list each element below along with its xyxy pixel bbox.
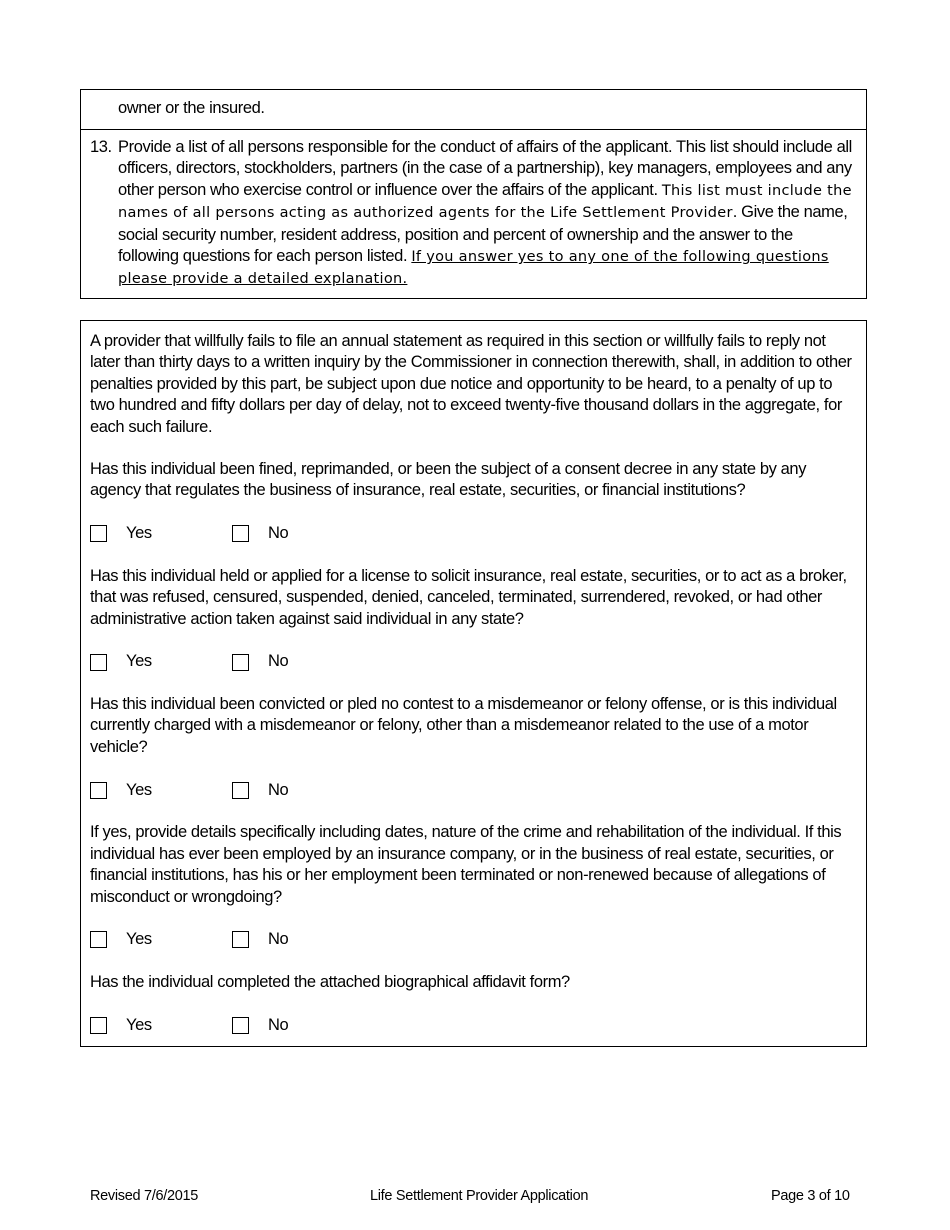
question-13-text: Provide a list of all persons responsible for the conduct of affairs of the applicant. This list should include all officers, directors, stockholders, partners (in the case of a partnership), key managers, employees and any other person who exercise control or influence over the affairs of the applicant. bbox=[118, 138, 852, 199]
question-text: Has this individual been convicted or pled no contest to a misdemeanor or felony offense, or is this individual currently charged with a misdemeanor or felony, other than a misdemeanor related to the use of a motor vehicle? bbox=[90, 695, 837, 756]
no-label: No bbox=[268, 930, 289, 949]
yes-checkbox[interactable] bbox=[90, 525, 107, 542]
yes-checkbox[interactable] bbox=[90, 782, 107, 799]
penalty-paragraph: A provider that willfully fails to file an annual statement as required in this section or willfully fails to reply not later than thirty days to a written inquiry by the Commissioner in connection therewith, shall, in addition to other penalties provided by this part, be subject upon due notice and opportunity to be heard, to a penalty of up to two hundred and fifty dollars per day of delay, not to exceed twenty-five thousand dollars in the aggregate, for each such failure. bbox=[90, 332, 852, 436]
yes-no-group bbox=[90, 929, 858, 951]
question-13-underlined-text: If you answer yes to any one of the following questions please provide a detailed explanation. bbox=[118, 249, 829, 288]
yes-label: Yes bbox=[126, 652, 152, 671]
yes-no-group bbox=[90, 1014, 858, 1036]
no-checkbox[interactable] bbox=[232, 1017, 249, 1034]
no-option[interactable] bbox=[232, 651, 332, 672]
yes-label: Yes bbox=[126, 1015, 152, 1034]
no-label: No bbox=[268, 1015, 289, 1034]
yes-no-group bbox=[90, 651, 858, 673]
question-13-box bbox=[80, 89, 867, 299]
yes-checkbox[interactable] bbox=[90, 1017, 107, 1034]
no-checkbox[interactable] bbox=[232, 782, 249, 799]
no-option[interactable] bbox=[232, 929, 332, 950]
yes-label: Yes bbox=[126, 780, 152, 799]
yes-checkbox[interactable] bbox=[90, 931, 107, 948]
no-checkbox[interactable] bbox=[232, 525, 249, 542]
yes-label: Yes bbox=[126, 930, 152, 949]
question-text: If yes, provide details specifically including dates, nature of the crime and rehabilitation of the individual. If this individual has ever been employed by an insurance company, or in the business of real estate, securities, or financial institutions, has his or her employment been terminated or non-renewed because of allegations of misconduct or wrongdoing? bbox=[90, 823, 842, 906]
yes-checkbox[interactable] bbox=[90, 654, 107, 671]
yes-option[interactable] bbox=[90, 651, 190, 672]
question-text: Has the individual completed the attached biographical affidavit form? bbox=[90, 972, 570, 991]
yes-label: Yes bbox=[126, 524, 152, 543]
footer-revised: Revised 7/6/2015 bbox=[90, 1188, 199, 1204]
yes-no-group bbox=[90, 523, 858, 545]
continued-text: owner or the insured. bbox=[118, 99, 265, 117]
footer-title: Life Settlement Provider Application bbox=[370, 1188, 589, 1204]
no-label: No bbox=[268, 780, 289, 799]
question-number: 13. bbox=[90, 138, 112, 156]
question-text: Has this individual held or applied for a license to solicit insurance, real estate, securities, or to act as a broker, that was refused, censured, suspended, denied, canceled, terminated, surrendered, revoked, or had other administrative action taken against said individual in any state? bbox=[90, 566, 847, 628]
yes-no-group bbox=[90, 779, 858, 801]
yes-option[interactable] bbox=[90, 929, 190, 950]
no-option[interactable] bbox=[232, 780, 332, 801]
no-label: No bbox=[268, 524, 289, 543]
no-label: No bbox=[268, 652, 289, 671]
no-checkbox[interactable] bbox=[232, 931, 249, 948]
footer-page-number: Page 3 of 10 bbox=[771, 1188, 850, 1204]
no-option[interactable] bbox=[232, 1015, 332, 1036]
question-13 bbox=[81, 130, 866, 291]
yes-option[interactable] bbox=[90, 780, 190, 801]
continued-text-row bbox=[81, 90, 866, 130]
yes-option[interactable] bbox=[90, 1015, 190, 1036]
question-13-agents-text: This list must include the names of all persons acting as authorized agents for the Life Settlement Provider bbox=[118, 182, 852, 222]
yes-option[interactable] bbox=[90, 523, 190, 544]
question-text: Has this individual been fined, reprimanded, or been the subject of a consent decree in any state by any agency that regulates the business of insurance, real estate, securities, or financial institutions? bbox=[90, 460, 807, 500]
no-checkbox[interactable] bbox=[232, 654, 249, 671]
questions-box bbox=[80, 320, 867, 1047]
question-13-give-text: . Give the name, social security number, resident address, position and percent of ownership and the answer to the following questions for each person listed. bbox=[118, 203, 848, 266]
no-option[interactable] bbox=[232, 523, 332, 544]
